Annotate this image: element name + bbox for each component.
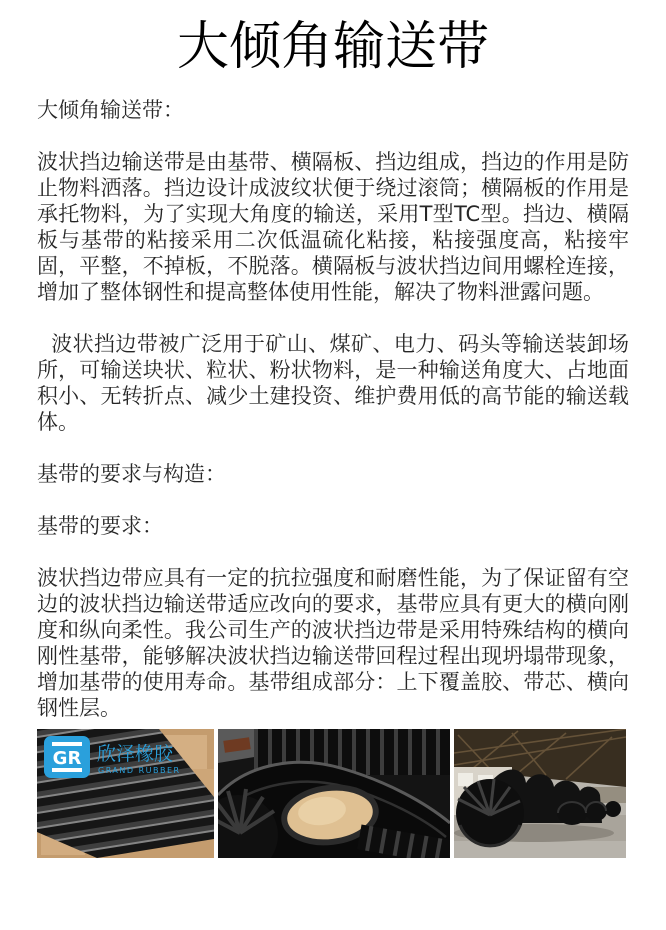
- paragraph-applications: 波状挡边带被广泛用于矿山、煤矿、电力、码头等输送装卸场所，可输送块状、粒状、粉状物料，是一种输送角度大、占地面积小、无转折点、减少土建投资、维护费用低的高节能的输送载体。: [37, 332, 629, 434]
- heading-requirements-structure: 基带的要求与构造：: [37, 462, 226, 486]
- page-title: 大倾角输送带: [176, 17, 489, 77]
- belt-loop-image: [218, 729, 450, 858]
- product-photo-gallery: [37, 729, 629, 858]
- heading-base-requirements: 基带的要求：: [37, 514, 163, 538]
- product-photo-belt-loop: [218, 729, 450, 858]
- grand-rubber-logo: [44, 736, 181, 778]
- logo-monogram-text: GR: [52, 748, 82, 769]
- paragraph-composition: 波状挡边输送带是由基带、横隔板、挡边组成，挡边的作用是防止物料洒落。挡边设计成波纹状便于绕过滚筒；横隔板的作用是承托物料，为了实现大角度的输送，采用T型TC型。挡边、横隔板与基带的粘接采用二次低温硫化粘接，粘接强度高，粘接牢固，平整，不掉板，不脱落。横隔板与波状挡边间用螺栓连接，增加了整体钢性和提高整体使用性能，解决了物料泄露问题。: [37, 150, 629, 304]
- factory-image: [454, 729, 626, 858]
- sidewall-closeup-image: [37, 729, 214, 858]
- intro-label: 大倾角输送带：: [37, 98, 184, 122]
- product-photo-factory: [454, 729, 626, 858]
- paragraph-base-requirements: 波状挡边带应具有一定的抗拉强度和耐磨性能，为了保证留有空边的波状挡边输送带适应改向的要求，基带应具有更大的横向刚度和纵向柔性。我公司生产的波状挡边带是采用特殊结构的横向刚性基带，能够解决波状挡边输送带回程过程出现坍塌带现象，增加基带的使用寿命。基带组成部分：上下覆盖胶、带芯、横向钢性层。: [37, 566, 629, 720]
- logo-name-en-text: GRAND RUBBER: [98, 766, 181, 775]
- product-photo-sidewall-closeup: [37, 729, 214, 858]
- article-body: [37, 97, 629, 721]
- logo-name-cn-text: 欣泽橡胶: [97, 743, 174, 765]
